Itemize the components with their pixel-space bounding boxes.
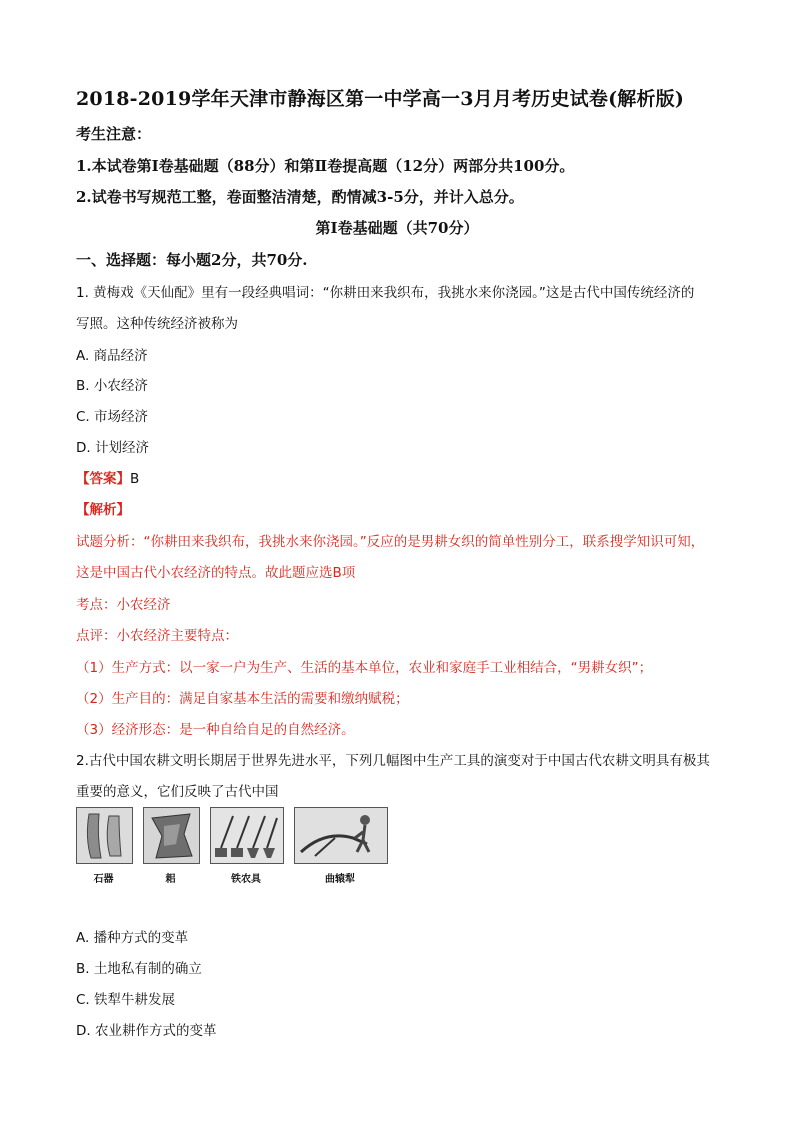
q2-stem-line2: 重要的意义，它们反映了古代中国 <box>76 784 279 800</box>
point-3: （3）经济形态：是一种自给自足的自然经济。 <box>76 722 355 738</box>
q1-answer <box>76 467 139 487</box>
q1-option-b: B. 小农经济 <box>76 378 148 394</box>
q1-option-d: D. 计划经济 <box>76 440 149 456</box>
document-title: 2018-2019学年天津市静海区第一中学高一3月月考历史试卷(解析版) <box>76 88 685 110</box>
caption-curved-plow: 曲辕犁 <box>325 874 355 885</box>
answer-value: B <box>130 471 140 487</box>
caption-stone-tool: 石器 <box>93 874 114 885</box>
iron-tools-image <box>210 807 284 864</box>
notice-heading: 考生注意： <box>76 125 152 143</box>
si-tool-image <box>143 807 200 864</box>
analysis-line2: 这是中国古代小农经济的特点。故此题应选B项 <box>76 565 356 581</box>
q1-option-a: A. 商品经济 <box>76 348 148 364</box>
part-title: 一、选择题：每小题2分，共70分. <box>76 251 308 269</box>
dianping: 点评：小农经济主要特点： <box>76 628 238 644</box>
point-1: （1）生产方式：以一家一户为生产、生活的基本单位，农业和家庭手工业相结合，“男耕女织”； <box>76 660 653 676</box>
q2-option-d: D. 农业耕作方式的变革 <box>76 1023 217 1039</box>
kaodian: 考点：小农经济 <box>76 597 171 613</box>
q1-stem-line2: 写照。这种传统经济被称为 <box>76 316 238 332</box>
q1-option-c: C. 市场经济 <box>76 409 149 425</box>
q2-option-b: B. 土地私有制的确立 <box>76 961 202 977</box>
answer-label: 【答案】 <box>76 471 130 487</box>
curved-plow-image <box>294 807 388 864</box>
analysis-label: 【解析】 <box>76 502 130 518</box>
point-2: （2）生产目的：满足自家基本生活的需要和缴纳赋税； <box>76 691 409 707</box>
analysis-line1: 试题分析：“你耕田来我织布，我挑水来你浇园。”反应的是男耕女织的简单性别分工，联系搜学知识可知， <box>76 534 705 550</box>
farming-tools-figure <box>76 807 396 887</box>
caption-si: 耜 <box>165 874 176 885</box>
caption-iron-tools: 铁农具 <box>231 874 261 885</box>
q2-option-a: A. 播种方式的变革 <box>76 930 189 946</box>
notice-item-2: 2.试卷书写规范工整，卷面整洁清楚，酌情减3-5分，并计入总分。 <box>76 188 524 206</box>
section-title: 第Ⅰ卷基础题（共70分） <box>315 219 479 237</box>
stone-tool-image <box>76 807 133 864</box>
q2-option-c: C. 铁犁牛耕发展 <box>76 992 176 1008</box>
notice-item-1: 1.本试卷第Ⅰ卷基础题（88分）和第Ⅱ卷提高题（12分）两部分共100分。 <box>76 157 575 175</box>
q1-stem-line1: 1. 黄梅戏《天仙配》里有一段经典唱词：“你耕田来我织布，我挑水来你浇园。”这是古代中国传统经济的 <box>76 285 695 301</box>
q2-stem-line1: 2.古代中国农耕文明长期居于世界先进水平，下列几幅图中生产工具的演变对于中国古代农耕文明具有极其 <box>76 753 710 769</box>
